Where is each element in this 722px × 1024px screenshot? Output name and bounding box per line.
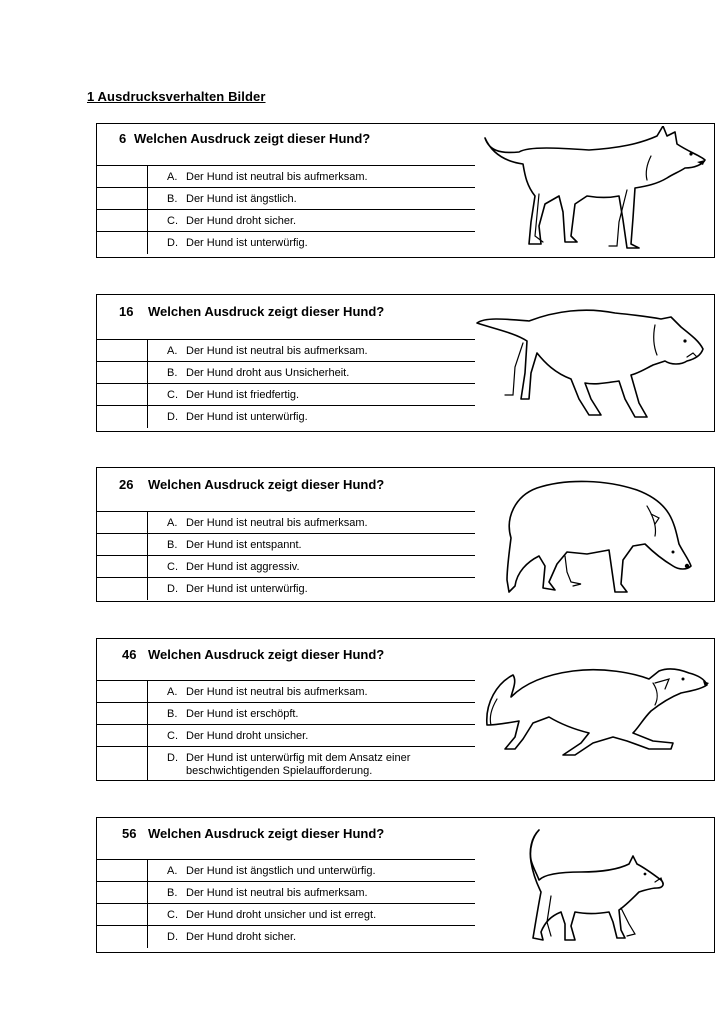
- answer-option-b[interactable]: [97, 703, 475, 725]
- answer-text: Der Hund ist ängstlich und unterwürfig.: [186, 865, 376, 877]
- dog-lowered-head-illustration: [497, 476, 697, 600]
- question-text: Welchen Ausdruck zeigt dieser Hund?: [148, 647, 385, 662]
- dog-neutral-illustration: [479, 126, 711, 254]
- answer-option-d[interactable]: [97, 747, 475, 781]
- answer-text: Der Hund droht sicher.: [186, 931, 297, 943]
- question-card: [96, 467, 715, 602]
- answer-letter: D.: [167, 583, 178, 595]
- answer-text: Der Hund ist neutral bis aufmerksam.: [186, 171, 368, 183]
- answer-text: Der Hund ist friedfertig.: [186, 389, 300, 401]
- answer-option-a[interactable]: [97, 681, 475, 703]
- answer-letter: B.: [167, 193, 178, 205]
- answer-option-b[interactable]: [97, 188, 475, 210]
- answer-option-d[interactable]: [97, 232, 475, 254]
- answer-letter: B.: [167, 708, 178, 720]
- answer-checkbox[interactable]: [97, 512, 148, 533]
- answer-text: Der Hund ist unterwürfig.: [186, 411, 308, 423]
- question-number: 16: [119, 304, 134, 319]
- answer-letter: A.: [167, 865, 178, 877]
- answer-text: Der Hund ist entspannt.: [186, 539, 302, 551]
- answer-letter: A.: [167, 686, 178, 698]
- answer-option-b[interactable]: [97, 882, 475, 904]
- answer-text: Der Hund ist neutral bis aufmerksam.: [186, 686, 368, 698]
- answer-letter: D.: [167, 411, 178, 423]
- answer-option-c[interactable]: [97, 210, 475, 232]
- answer-checkbox[interactable]: [97, 578, 148, 600]
- answer-text: Der Hund droht unsicher.: [186, 730, 309, 742]
- page-heading: 1 Ausdrucksverhalten Bilder: [87, 89, 266, 104]
- answer-option-d[interactable]: [97, 406, 475, 428]
- dog-threatening-illustration: [475, 303, 711, 427]
- answer-checkbox[interactable]: [97, 534, 148, 555]
- question-text: Welchen Ausdruck zeigt dieser Hund?: [134, 131, 371, 146]
- question-card: [96, 123, 715, 258]
- answer-letter: C.: [167, 215, 178, 227]
- answer-text: Der Hund ist unterwürfig.: [186, 237, 308, 249]
- question-header: [97, 295, 475, 340]
- answer-list: [97, 512, 475, 600]
- answer-letter: D.: [167, 237, 178, 249]
- answer-letter: A.: [167, 517, 178, 529]
- answer-checkbox[interactable]: [97, 882, 148, 903]
- answer-list: [97, 166, 475, 254]
- answer-checkbox[interactable]: [97, 166, 148, 187]
- answer-checkbox[interactable]: [97, 725, 148, 746]
- answer-text: Der Hund ist unterwürfig mit dem Ansatz einer beschwichtigenden Spielaufforderung.: [186, 752, 411, 777]
- answer-option-a[interactable]: [97, 166, 475, 188]
- answer-text: Der Hund ist neutral bis aufmerksam.: [186, 345, 368, 357]
- answer-checkbox[interactable]: [97, 406, 148, 428]
- answer-letter: B.: [167, 539, 178, 551]
- question-card: [96, 817, 715, 953]
- answer-list: [97, 860, 475, 948]
- answer-letter: D.: [167, 752, 178, 764]
- answer-option-b[interactable]: [97, 362, 475, 384]
- answer-text: Der Hund ist neutral bis aufmerksam.: [186, 517, 368, 529]
- answer-option-c[interactable]: [97, 556, 475, 578]
- question-card: [96, 294, 715, 432]
- answer-text: Der Hund ist erschöpft.: [186, 708, 299, 720]
- answer-text: Der Hund ist unterwürfig.: [186, 583, 308, 595]
- answer-option-c[interactable]: [97, 725, 475, 747]
- question-number: 56: [122, 826, 137, 841]
- answer-checkbox[interactable]: [97, 904, 148, 925]
- answer-option-a[interactable]: [97, 340, 475, 362]
- question-text: Welchen Ausdruck zeigt dieser Hund?: [148, 826, 385, 841]
- answer-checkbox[interactable]: [97, 384, 148, 405]
- answer-checkbox[interactable]: [97, 703, 148, 724]
- answer-text: Der Hund droht sicher.: [186, 215, 297, 227]
- answer-letter: C.: [167, 389, 178, 401]
- answer-letter: C.: [167, 561, 178, 573]
- answer-checkbox[interactable]: [97, 860, 148, 881]
- answer-checkbox[interactable]: [97, 340, 148, 361]
- answer-letter: C.: [167, 730, 178, 742]
- answer-letter: C.: [167, 909, 178, 921]
- dog-low-crouch-illustration: [483, 659, 711, 763]
- answer-option-c[interactable]: [97, 384, 475, 406]
- answer-letter: A.: [167, 171, 178, 183]
- answer-text: Der Hund droht unsicher und ist erregt.: [186, 909, 377, 921]
- answer-option-d[interactable]: [97, 578, 475, 600]
- question-number: 6: [119, 131, 127, 146]
- question-header: [97, 124, 475, 166]
- dog-tail-up-illustration: [521, 826, 671, 950]
- question-header: [97, 468, 475, 512]
- answer-checkbox[interactable]: [97, 747, 148, 781]
- answer-list: [97, 340, 475, 428]
- question-text: Welchen Ausdruck zeigt dieser Hund?: [148, 304, 385, 319]
- answer-text: Der Hund ist neutral bis aufmerksam.: [186, 887, 368, 899]
- answer-option-d[interactable]: [97, 926, 475, 948]
- answer-option-b[interactable]: [97, 534, 475, 556]
- question-number: 26: [119, 477, 134, 492]
- answer-letter: A.: [167, 345, 178, 357]
- answer-checkbox[interactable]: [97, 210, 148, 231]
- question-number: 46: [122, 647, 137, 662]
- answer-checkbox[interactable]: [97, 362, 148, 383]
- answer-checkbox[interactable]: [97, 681, 148, 702]
- answer-letter: B.: [167, 367, 178, 379]
- answer-option-a[interactable]: [97, 860, 475, 882]
- answer-list: [97, 681, 475, 781]
- answer-checkbox[interactable]: [97, 232, 148, 254]
- question-text: Welchen Ausdruck zeigt dieser Hund?: [148, 477, 385, 492]
- answer-letter: D.: [167, 931, 178, 943]
- answer-letter: B.: [167, 887, 178, 899]
- question-card: [96, 638, 715, 781]
- question-header: [97, 639, 475, 681]
- answer-text: Der Hund droht aus Unsicherheit.: [186, 367, 350, 379]
- answer-checkbox[interactable]: [97, 926, 148, 948]
- answer-checkbox[interactable]: [97, 188, 148, 209]
- answer-text: Der Hund ist aggressiv.: [186, 561, 300, 573]
- answer-text: Der Hund ist ängstlich.: [186, 193, 297, 205]
- question-header: [97, 818, 475, 860]
- answer-option-a[interactable]: [97, 512, 475, 534]
- answer-option-c[interactable]: [97, 904, 475, 926]
- answer-checkbox[interactable]: [97, 556, 148, 577]
